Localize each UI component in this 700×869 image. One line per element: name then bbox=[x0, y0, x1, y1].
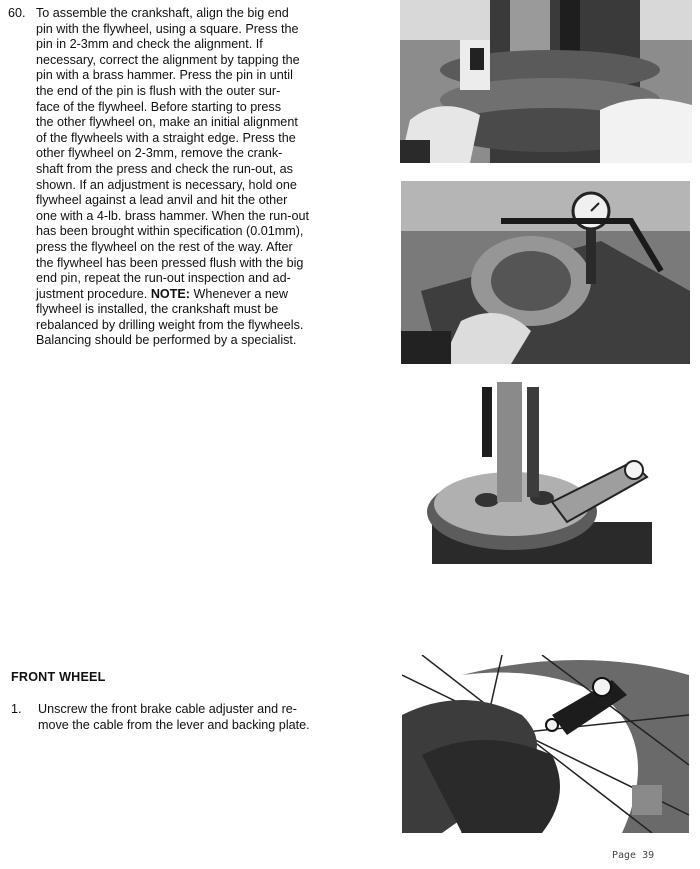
photo-crankshaft-pin-alignment-graphic bbox=[400, 0, 692, 163]
text-line: pin with the flywheel, using a square. Press the bbox=[36, 21, 299, 36]
note-label: NOTE: bbox=[150, 286, 190, 301]
photo-crankshaft-assembly bbox=[402, 382, 652, 564]
text-line: move the cable from the lever and backing plate. bbox=[38, 717, 310, 732]
text-line bbox=[36, 287, 309, 303]
text-segment: justment procedure. bbox=[36, 286, 148, 301]
photo-front-brake-cable bbox=[402, 655, 689, 833]
text-line: shaft from the press and check the run-out, as bbox=[36, 161, 293, 176]
photo-crankshaft-assembly-graphic bbox=[402, 382, 652, 564]
step-60-text bbox=[36, 6, 309, 349]
text-line: pin with a brass hammer. Press the pin in until bbox=[36, 68, 293, 83]
section-heading-front-wheel: FRONT WHEEL bbox=[11, 670, 106, 684]
photo-runout-check-graphic bbox=[401, 181, 690, 364]
text-line: Unscrew the front brake cable adjuster and re- bbox=[38, 702, 298, 716]
text-line: has been brought within specification (0.01mm), bbox=[36, 224, 304, 239]
text-line: face of the flywheel. Before starting to press bbox=[36, 99, 282, 114]
text-line: the other flywheel on, make an initial alignment bbox=[36, 115, 298, 130]
photo-crankshaft-pin-alignment bbox=[400, 0, 692, 163]
photo-front-brake-cable-graphic bbox=[402, 655, 689, 833]
photo-runout-check bbox=[401, 181, 690, 364]
text-line: of the flywheels with a straight edge. Press the bbox=[36, 130, 296, 145]
text-line: necessary, correct the alignment by tapping the bbox=[36, 52, 300, 67]
step-1-number: 1. bbox=[11, 702, 22, 716]
text-line: flywheel is installed, the crankshaft must be bbox=[36, 302, 279, 317]
text-line: To assemble the crankshaft, align the big end bbox=[36, 6, 289, 20]
text-line: the flywheel has been pressed flush with the big bbox=[36, 255, 304, 270]
text-line: the end of the pin is flush with the outer sur- bbox=[36, 83, 281, 98]
text-line: press the flywheel on the rest of the way. After bbox=[36, 239, 293, 254]
step-1-text bbox=[38, 702, 310, 733]
text-line: rebalanced by drilling weight from the flywheels. bbox=[36, 317, 304, 332]
step-60-number: 60. bbox=[8, 6, 26, 20]
text-line: one with a 4-lb. brass hammer. When the run-out bbox=[36, 208, 309, 223]
text-line: end pin, repeat the run-out inspection and ad- bbox=[36, 271, 291, 286]
text-line: shown. If an adjustment is necessary, hold one bbox=[36, 177, 297, 192]
text-line: pin in 2-3mm and check the alignment. If bbox=[36, 37, 263, 52]
page-number: Page 39 bbox=[612, 850, 655, 861]
text-line: Balancing should be performed by a specialist. bbox=[36, 333, 297, 348]
text-line: other flywheel on 2-3mm, remove the crank- bbox=[36, 146, 283, 161]
text-segment: Whenever a new bbox=[190, 286, 289, 301]
text-line: flywheel against a lead anvil and hit the other bbox=[36, 193, 288, 208]
